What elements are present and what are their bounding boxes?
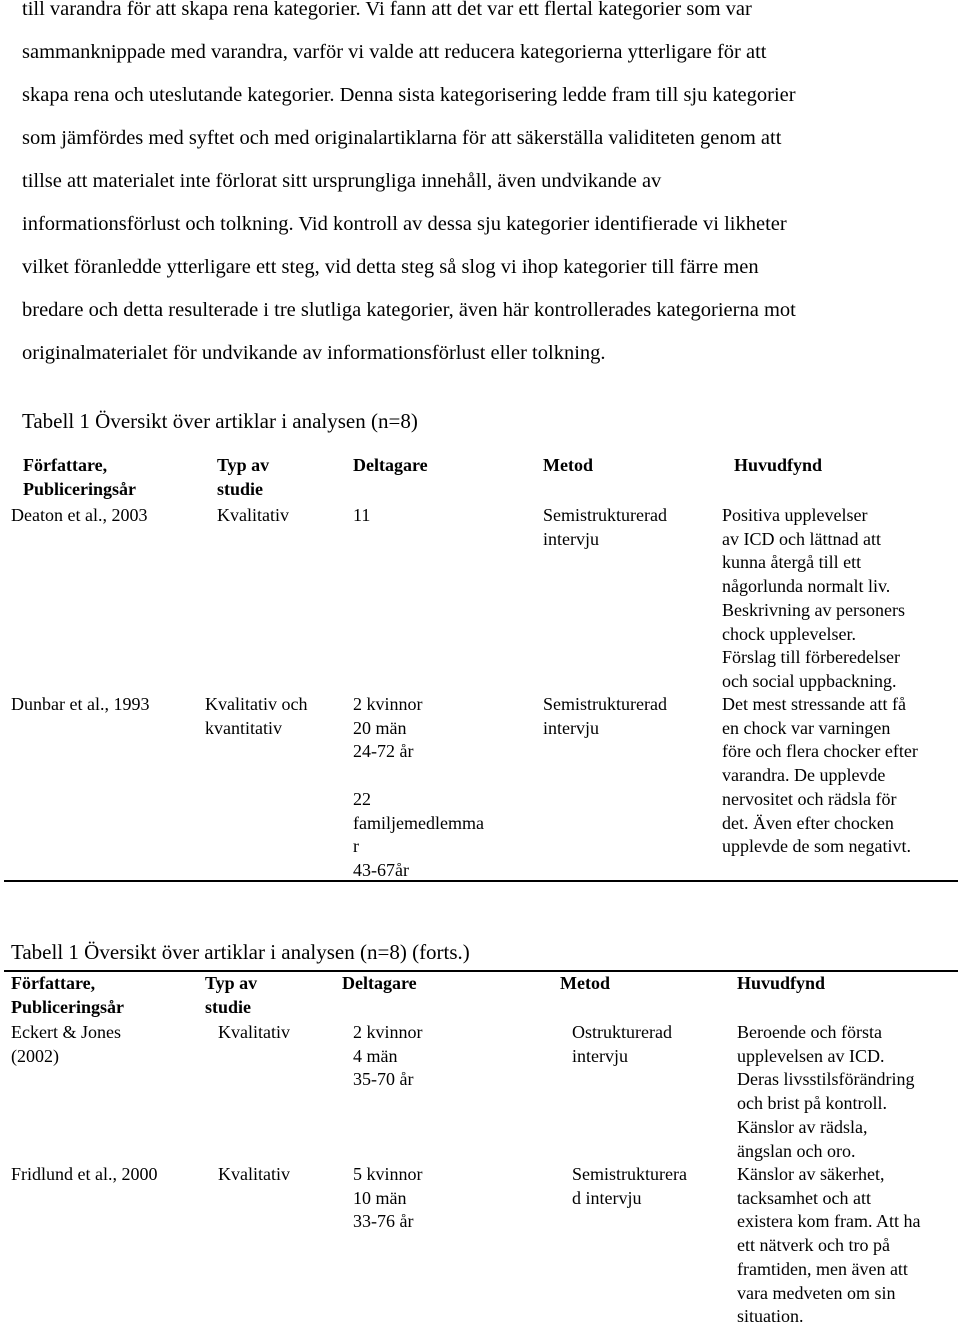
cell-line: 2 kvinnor: [353, 1022, 423, 1042]
header-participants: [353, 454, 428, 478]
cell-line: Semistrukturera: [572, 1164, 687, 1184]
cell-line: Deras livsstilsförändring: [737, 1069, 915, 1090]
cell-line: det. Även efter chocken: [722, 812, 894, 833]
table-cell-findings: [737, 1163, 920, 1329]
cell-line: nervositet och rädsla för: [722, 788, 897, 809]
cell-line: Kvalitativ: [218, 1022, 290, 1042]
cell-line: Deltagare: [353, 455, 428, 475]
cell-line: Eckert & Jones: [11, 1022, 121, 1042]
paragraph-line: bredare och detta resulterade i tre slutliga kategorier, även här kontrollerades kategorierna mot: [22, 299, 796, 321]
cell-line: Känslor av säkerhet,: [737, 1164, 885, 1184]
cell-line: 4 män: [353, 1045, 398, 1066]
cell-line: Kvalitativ: [218, 1164, 290, 1184]
table-cell-type: [218, 1163, 290, 1187]
cell-line: Kvalitativ och: [205, 694, 308, 714]
table-cell-author: [11, 504, 147, 528]
paragraph-line: originalmaterialet för undvikande av informationsförlust eller tolkning.: [22, 342, 606, 364]
paragraph-line: vilket föranledde ytterligare ett steg, vid detta steg så slog vi ihop kategorier till färre men: [22, 256, 759, 278]
header-author: [23, 454, 136, 501]
cell-line: existera kom fram. Att ha: [737, 1211, 921, 1232]
body-paragraph: [22, 0, 960, 375]
table-cell-method: [572, 1021, 672, 1068]
cell-line: Deaton et al., 2003: [11, 505, 148, 525]
table-cell-participants: [353, 504, 370, 528]
cell-line: Fridlund et al., 2000: [11, 1164, 158, 1184]
cell-line: Publiceringsår: [11, 996, 124, 1017]
cell-line: [353, 764, 484, 788]
paragraph-line: tillse att materialet inte förlorat sitt ursprungliga innehåll, även undvikande av: [22, 170, 662, 192]
cell-line: intervju: [543, 717, 599, 738]
header-method: [543, 454, 593, 478]
header-method: [560, 972, 610, 996]
cell-line: Författare,: [11, 973, 96, 993]
table-cell-author: [11, 1163, 158, 1187]
table-cell-type: [218, 1021, 290, 1045]
table-cell-type: [217, 504, 289, 528]
cell-line: 2 kvinnor: [353, 694, 423, 714]
table-cell-participants: [353, 693, 484, 883]
cell-line: 10 män: [353, 1187, 407, 1208]
cell-line: upplevelsen av ICD.: [737, 1045, 885, 1066]
cell-line: Dunbar et al., 1993: [11, 694, 150, 714]
paragraph-line: sammanknippade med varandra, varför vi valde att reducera kategorierna ytterligare för att: [22, 41, 767, 63]
cell-line: 24-72 år: [353, 741, 414, 762]
cell-line: före och flera chocker efter: [722, 741, 918, 762]
cell-line: (2002): [11, 1045, 59, 1066]
cell-line: Publiceringsår: [23, 478, 136, 499]
cell-line: tacksamhet och att: [737, 1187, 871, 1208]
cell-line: framtiden, men även att: [737, 1258, 908, 1279]
table-cell-author: [11, 1021, 121, 1068]
paragraph-line: till varandra för att skapa rena kategorier. Vi fann att det var ett flertal kategorier som var: [22, 0, 752, 20]
cell-line: Beskrivning av personers: [722, 599, 905, 620]
cell-line: intervju: [572, 1045, 628, 1066]
table-cell-participants: [353, 1163, 423, 1234]
paragraph-line: som jämfördes med syftet och med originalartiklarna för att säkerställa validiteten genom att: [22, 127, 782, 149]
paragraph-line: informationsförlust och tolkning. Vid kontroll av dessa sju kategorier identifierade vi likheter: [22, 213, 787, 235]
table-cell-findings: [722, 693, 918, 859]
cell-line: Typ av: [217, 455, 270, 475]
cell-line: Semistrukturerad: [543, 694, 667, 714]
cell-line: Metod: [560, 973, 610, 993]
cell-line: ängslan och oro.: [737, 1140, 856, 1161]
cell-line: Metod: [543, 455, 593, 475]
cell-line: upplevde de som negativt.: [722, 836, 911, 857]
cell-line: studie: [205, 996, 252, 1017]
table-cell-participants: [353, 1021, 423, 1092]
cell-line: chock upplevelser.: [722, 623, 856, 644]
table-cell-findings: [737, 1021, 914, 1163]
cell-line: Deltagare: [342, 973, 417, 993]
header-participants: [342, 972, 417, 996]
table2-caption: Tabell 1 Översikt över artiklar i analysen (n=8) (forts.): [11, 940, 470, 964]
cell-line: av ICD och lättnad att: [722, 528, 881, 549]
cell-line: Författare,: [23, 455, 108, 475]
cell-line: och social uppbackning.: [722, 670, 897, 691]
cell-line: någorlunda normalt liv.: [722, 576, 891, 597]
cell-line: Huvudfynd: [734, 455, 823, 475]
cell-line: studie: [217, 478, 264, 499]
header-author: [11, 972, 124, 1019]
cell-line: 33-76 år: [353, 1211, 414, 1232]
cell-line: vara medveten om sin: [737, 1282, 896, 1303]
table-cell-author: [11, 693, 149, 717]
cell-line: Huvudfynd: [737, 973, 826, 993]
header-findings: [734, 454, 822, 478]
table-cell-findings: [722, 504, 905, 694]
cell-line: kunna återgå till ett: [722, 552, 862, 573]
cell-line: Förslag till förberedelser: [722, 647, 900, 668]
cell-line: intervju: [543, 528, 599, 549]
header-findings: [737, 972, 825, 996]
cell-line: Det mest stressande att få: [722, 694, 906, 714]
header-type: [217, 454, 269, 501]
cell-line: 22: [353, 788, 371, 809]
cell-line: 43-67år: [353, 859, 409, 880]
table-cell-type: [205, 693, 307, 740]
cell-line: Kvalitativ: [217, 505, 289, 525]
cell-line: en chock var varningen: [722, 717, 891, 738]
cell-line: ett nätverk och tro på: [737, 1235, 890, 1256]
cell-line: familjemedlemma: [353, 812, 484, 833]
cell-line: Semistrukturerad: [543, 505, 667, 525]
table1-bottom-rule: [4, 880, 958, 882]
table-cell-method: [543, 693, 667, 740]
cell-line: r: [353, 836, 359, 857]
cell-line: Beroende och första: [737, 1022, 882, 1042]
cell-line: situation.: [737, 1306, 804, 1327]
header-type: [205, 972, 257, 1019]
cell-line: kvantitativ: [205, 717, 282, 738]
cell-line: 20 män: [353, 717, 407, 738]
cell-line: och brist på kontroll.: [737, 1093, 887, 1114]
table-cell-method: [572, 1163, 687, 1210]
cell-line: Positiva upplevelser: [722, 505, 868, 525]
cell-line: Känslor av rädsla,: [737, 1116, 868, 1137]
table-cell-method: [543, 504, 667, 551]
cell-line: 11: [353, 505, 371, 525]
cell-line: d intervju: [572, 1187, 642, 1208]
table1-caption: Tabell 1 Översikt över artiklar i analysen (n=8): [22, 409, 418, 433]
cell-line: 5 kvinnor: [353, 1164, 423, 1184]
cell-line: 35-70 år: [353, 1069, 414, 1090]
cell-line: varandra. De upplevde: [722, 765, 886, 786]
cell-line: Ostrukturerad: [572, 1022, 672, 1042]
cell-line: Typ av: [205, 973, 258, 993]
paragraph-line: skapa rena och uteslutande kategorier. Denna sista kategorisering ledde fram till sju kategorier: [22, 84, 796, 106]
